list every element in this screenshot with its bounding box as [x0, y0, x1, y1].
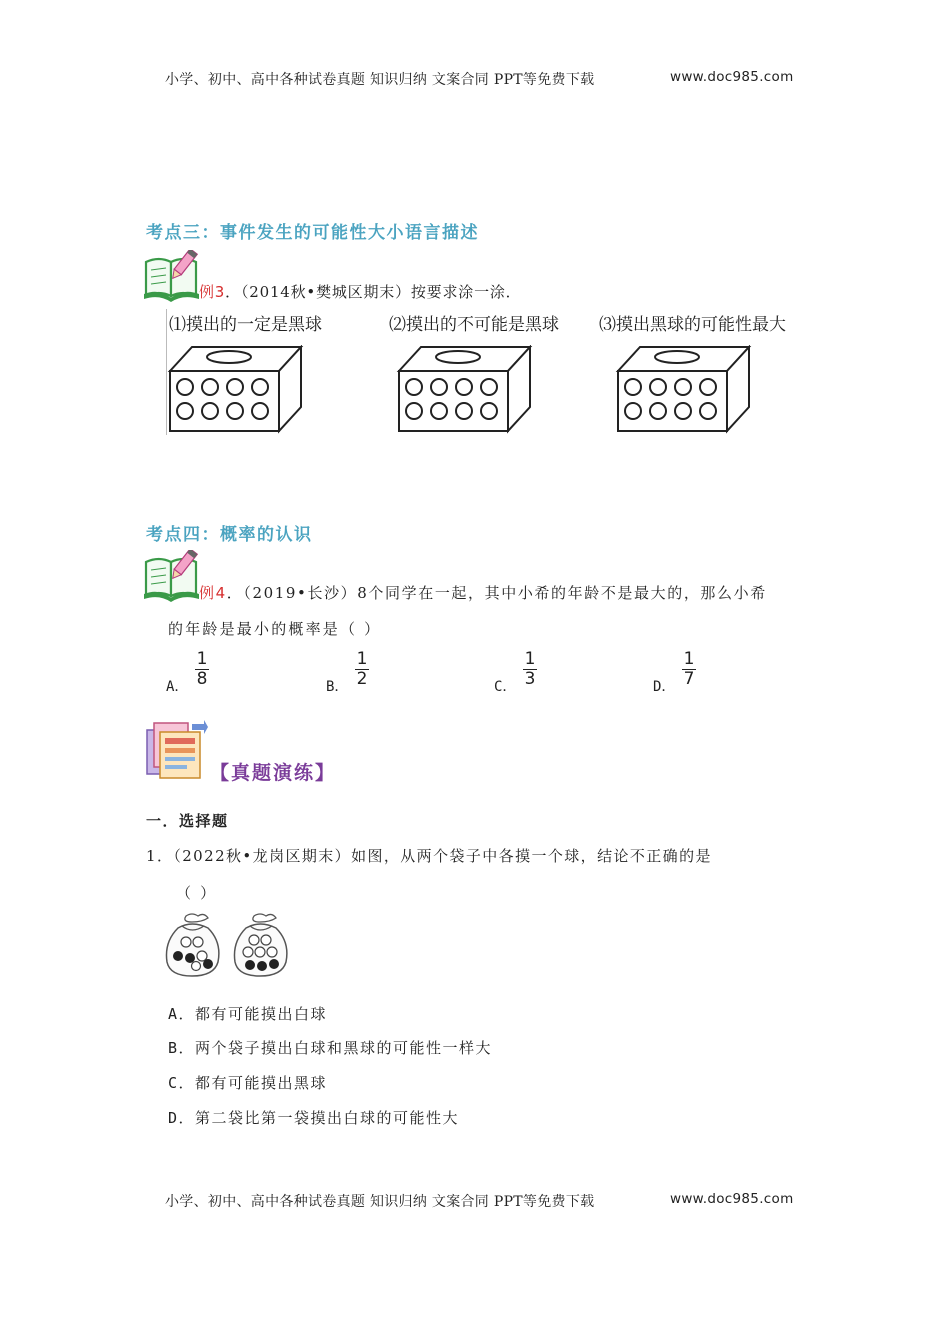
- choice-c: [168, 1072, 327, 1093]
- option-b-numerator: 1: [356, 649, 368, 669]
- option-d-label: D．: [653, 679, 676, 695]
- book-pencil-icon: [143, 550, 201, 602]
- box3-caption: ⑶摸出黑球的可能性最大: [599, 315, 786, 335]
- box1-drawing: [167, 345, 307, 435]
- practice-title: 【真题演练】: [210, 762, 337, 784]
- option-a-numerator: 1: [196, 649, 208, 669]
- choice-d-text: 第二袋比第一袋摸出白球的可能性大: [195, 1109, 460, 1127]
- section-heading: 一．选择题: [146, 812, 229, 830]
- topic3-title: 考点三：事件发生的可能性大小语言描述: [146, 223, 479, 243]
- boxes-figure: [166, 309, 803, 435]
- choice-a-text: 都有可能摸出白球: [195, 1005, 328, 1023]
- choice-b-label: B．: [168, 1039, 196, 1057]
- choice-d: [168, 1107, 459, 1128]
- box1-caption: ⑴摸出的一定是黑球: [169, 315, 322, 335]
- option-b-label: B．: [326, 679, 349, 695]
- box2-caption: ⑵摸出的不可能是黑球: [389, 315, 559, 335]
- option-c-label: C．: [494, 679, 517, 695]
- header-site[interactable]: www.doc985.com: [670, 69, 794, 85]
- question1-line2: （ ）: [176, 884, 218, 902]
- example3-text: ．（2014秋•樊城区期末）按要求涂一涂．: [225, 283, 522, 301]
- choice-b-text: 两个袋子摸出白球和黑球的可能性一样大: [195, 1039, 493, 1057]
- example4-line2: 的年龄是最小的概率是（ ）: [168, 620, 382, 638]
- header-text: 小学、初中、高中各种试卷真题 知识归纳 文案合同 PPT等免费下载: [165, 72, 595, 88]
- bags-figure: [164, 912, 290, 978]
- option-c-denominator: 3: [524, 669, 536, 689]
- footer-site[interactable]: www.doc985.com: [670, 1191, 794, 1207]
- option-c-fraction: [523, 650, 537, 689]
- option-a-fraction: [195, 650, 209, 689]
- option-b-fraction: [355, 650, 369, 689]
- book-pencil-icon: [143, 250, 201, 302]
- box2-drawing: [396, 345, 536, 435]
- choice-d-label: D．: [168, 1109, 196, 1127]
- example3-label: 例3: [199, 283, 226, 301]
- box3-drawing: [615, 345, 755, 435]
- choice-b: [168, 1037, 492, 1058]
- worksheet-icon: [146, 720, 208, 782]
- example4-label: 例4: [199, 584, 227, 602]
- option-a-denominator: 8: [196, 669, 208, 689]
- page-header: [165, 69, 805, 89]
- page-footer: [165, 1191, 805, 1211]
- example4-text: ．（2019•长沙）8个同学在一起，其中小希的年龄不是最大的，那么小希: [226, 584, 767, 602]
- option-a-label: A．: [166, 679, 189, 695]
- topic4-title: 考点四：概率的认识: [146, 525, 313, 545]
- choice-c-text: 都有可能摸出黑球: [195, 1074, 328, 1092]
- example3-line: [199, 281, 521, 302]
- option-d-numerator: 1: [683, 649, 695, 669]
- footer-text: 小学、初中、高中各种试卷真题 知识归纳 文案合同 PPT等免费下载: [165, 1194, 595, 1210]
- choice-a-label: A．: [168, 1005, 196, 1023]
- bag-1: [166, 914, 218, 976]
- option-c-numerator: 1: [524, 649, 536, 669]
- option-d-denominator: 7: [683, 669, 695, 689]
- option-b-denominator: 2: [356, 669, 368, 689]
- bag-2: [234, 914, 286, 976]
- option-d-fraction: [682, 650, 696, 689]
- example4-line1: [199, 582, 767, 603]
- choice-c-label: C．: [168, 1074, 196, 1092]
- question1-line1: 1．（2022秋•龙岗区期末）如图，从两个袋子中各摸一个球，结论不正确的是: [146, 847, 712, 865]
- choice-a: [168, 1003, 327, 1024]
